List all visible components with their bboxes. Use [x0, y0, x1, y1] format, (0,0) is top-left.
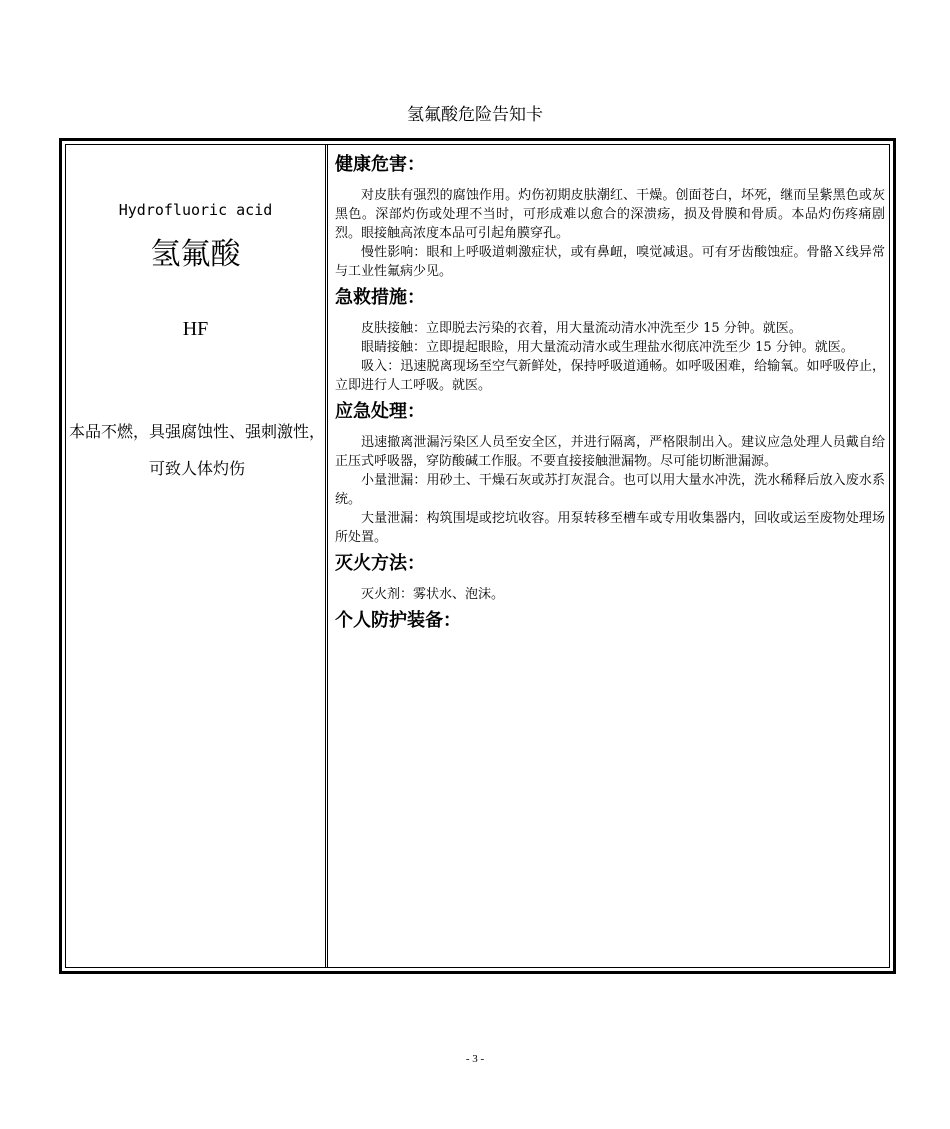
health-hazard-paragraph: 对皮肤有强烈的腐蚀作用。灼伤初期皮肤潮红、干燥。创面苍白，坏死，继而呈紫黑色或灰黑色。深部灼伤或处理不当时，可形成难以愈合的深溃疡，损及骨膜和骨质。本品灼伤疼痛剧烈。眼接触高浓度本品可引起角膜穿孔。 — [335, 188, 885, 241]
ppe-heading: 个人防护装备： — [335, 610, 461, 631]
evacuation-paragraph: 迅速撤离泄漏污染区人员至安全区，并进行隔离，严格限制出入。建议应急处理人员戴自给正压式呼吸器，穿防酸碱工作服。不要直接接触泄漏物。尽可能切断泄漏源。 — [335, 435, 885, 469]
document-title: 氢氟酸危险告知卡 — [407, 105, 543, 125]
substance-identity-column — [66, 145, 328, 967]
extinguishing-agent-paragraph: 灭火剂：雾状水、泡沫。 — [361, 587, 505, 602]
english-name: Hydrofluoric acid — [118, 201, 273, 219]
health-hazard-body — [335, 186, 885, 281]
first-aid-body — [335, 319, 885, 395]
emergency-response-body — [335, 433, 885, 547]
large-spill-paragraph: 大量泄漏：构筑围堤或挖坑收容。用泵转移至槽车或专用收集器内，回收或运至废物处理场所处置。 — [335, 511, 885, 545]
first-aid-heading: 急救措施： — [335, 287, 425, 308]
inhalation-paragraph: 吸入：迅速脱离现场至空气新鲜处，保持呼吸道通畅。如呼吸困难，给输氧。如呼吸停止，立即进行人工呼吸。就医。 — [335, 359, 885, 393]
hazard-card — [59, 138, 896, 974]
eye-contact-paragraph: 眼睛接触：立即提起眼睑，用大量流动清水或生理盐水彻底冲洗至少 15 分钟。就医。 — [361, 340, 854, 355]
chemical-formula: HF — [182, 318, 209, 340]
fire-fighting-body — [335, 585, 885, 604]
chinese-name: 氢氟酸 — [150, 237, 241, 272]
fire-fighting-heading: 灭火方法： — [335, 553, 425, 574]
hazard-details-column — [328, 145, 889, 967]
page-number: - 3 - — [465, 1053, 485, 1065]
emergency-response-heading: 应急处理： — [335, 401, 425, 422]
hazard-card-inner — [65, 144, 890, 968]
small-spill-paragraph: 小量泄漏：用砂土、干燥石灰或苏打灰混合。也可以用大量水冲洗，洗水稀释后放入废水系统。 — [335, 473, 885, 507]
chronic-effects-paragraph: 慢性影响：眼和上呼吸道刺激症状，或有鼻衄，嗅觉减退。可有牙齿酸蚀症。骨骼Ｘ线异常与工业性氟病少见。 — [335, 245, 885, 279]
skin-contact-paragraph: 皮肤接触：立即脱去污染的衣着，用大量流动清水冲洗至少 15 分钟。就医。 — [361, 321, 802, 336]
hazard-summary: 本品不燃，具强腐蚀性、强刺激性，可致人体灼伤 — [69, 422, 326, 478]
health-hazard-heading: 健康危害： — [335, 154, 425, 175]
